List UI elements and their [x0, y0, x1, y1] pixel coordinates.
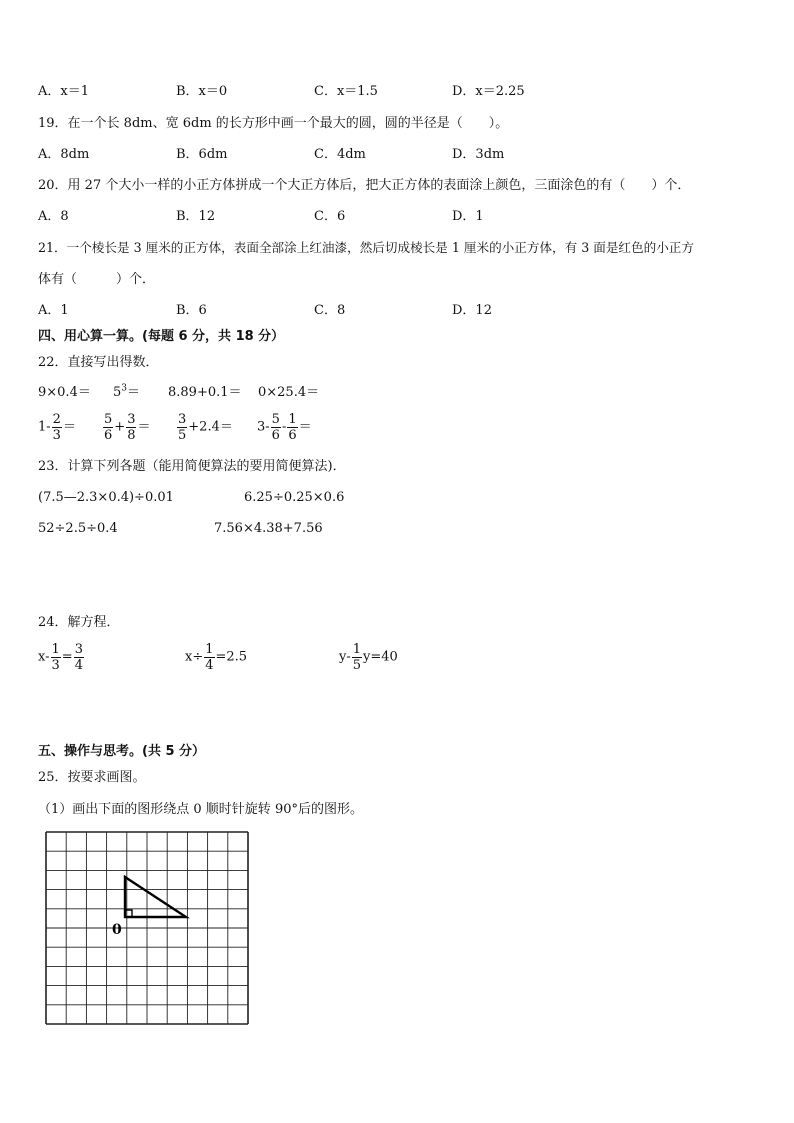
q22-e2-fraction-2	[126, 412, 136, 443]
denominator: 6	[271, 428, 280, 443]
q19-option-d: D．3dm	[452, 147, 505, 162]
q22-a: 9×0.4＝	[38, 385, 91, 400]
q22-e2-fraction-1	[103, 412, 113, 443]
numerator: 1	[205, 642, 214, 657]
q19-option-a: A．8dm	[38, 147, 90, 162]
q22-e3-rest: +2.4＝	[188, 419, 233, 435]
q24-eq1-prefix: x-	[38, 649, 50, 665]
q19-option-b: B．6dm	[176, 147, 228, 162]
denominator: 8	[127, 428, 136, 443]
q24-equation-1	[38, 642, 85, 673]
q18-option-a: A．x＝1	[38, 84, 89, 99]
numerator: 1	[352, 642, 362, 657]
q20-option-b: B．12	[176, 209, 216, 224]
q23-item-2: 6.25÷0.25×0.6	[244, 490, 345, 505]
q22-e1-fraction	[52, 412, 62, 443]
q23-title: 23．计算下列各题（能用简便算法的要用简便算法)．	[38, 459, 346, 474]
q24-eq3-prefix: y-	[339, 649, 351, 665]
q25-subquestion-1: （1）画出下面的图形绕点 0 顺时针旋转 90°后的图形。	[38, 802, 363, 817]
q22-e2-equals: ＝	[137, 419, 151, 435]
q22-b-exp: 3	[121, 383, 128, 394]
rotation-grid-figure	[44, 830, 250, 1026]
numerator: 3	[74, 642, 83, 657]
denominator: 3	[51, 658, 60, 673]
q20-option-c: C．6	[314, 209, 346, 224]
denominator: 6	[104, 428, 113, 443]
q21-option-d: D．12	[452, 303, 492, 318]
q18-option-c: C．x＝1.5	[314, 84, 378, 99]
numerator: 2	[52, 412, 61, 427]
q24-eq3-fraction	[352, 642, 362, 673]
q24-eq1-fraction-2	[74, 642, 84, 673]
q22-b	[113, 385, 140, 401]
denominator: 4	[205, 658, 214, 673]
q22-c: 8.89+0.1＝	[168, 385, 242, 400]
q24-equation-3	[339, 642, 398, 673]
q24-eq1-fraction-1	[51, 642, 61, 673]
denominator: 3	[52, 428, 61, 443]
q24-title: 24．解方程．	[38, 615, 120, 630]
q24-equation-2	[185, 642, 247, 673]
q24-eq2-fraction	[204, 642, 214, 673]
q19-option-c: C．4dm	[314, 147, 366, 162]
right-triangle	[125, 877, 186, 917]
denominator: 5	[352, 658, 362, 673]
q22-e1-equals: ＝	[62, 419, 76, 435]
grid-lines	[46, 832, 248, 1024]
denominator: 5	[178, 428, 187, 443]
q21-option-b: B．6	[176, 303, 207, 318]
denominator: 4	[74, 658, 83, 673]
q22-e1	[38, 412, 76, 443]
q21-question-line1: 21．一个棱长是 3 厘米的正方体，表面全部涂上红油漆，然后切成棱长是 1 厘米的小正方体，有 3 面是红色的小正方	[38, 240, 694, 255]
q23-item-3: 52÷2.5÷0.4	[38, 521, 118, 536]
q24-eq3-rest: y=40	[363, 649, 398, 665]
q22-b-base: 5	[113, 385, 122, 400]
q21-question-line2: 体有（ ）个．	[38, 272, 156, 287]
q22-e4-prefix: 3-	[257, 419, 270, 435]
q21-option-a: A．1	[38, 303, 69, 318]
q22-b-eq: ＝	[127, 385, 141, 400]
q22-d: 0×25.4＝	[258, 385, 320, 400]
numerator: 1	[51, 642, 60, 657]
q22-e4-fraction-1	[271, 412, 281, 443]
q19-question: 19．在一个长 8dm、宽 6dm 的长方形中画一个最大的圆，圆的半径是（ ）。	[38, 116, 509, 131]
rotation-point-label: 0	[112, 922, 122, 938]
q23-item-4: 7.56×4.38+7.56	[214, 521, 323, 536]
q18-option-d: D．x＝2.25	[452, 84, 525, 99]
q22-title: 22．直接写出得数．	[38, 355, 159, 370]
q24-eq2-prefix: x÷	[185, 649, 204, 665]
numerator: 3	[178, 412, 187, 427]
q22-e4-fraction-2	[287, 412, 297, 443]
q21-option-c: C．8	[314, 303, 346, 318]
q18-option-b: B．x＝0	[176, 84, 228, 99]
q24-eq2-rest: =2.5	[215, 649, 248, 665]
q20-option-d: D．1	[452, 209, 484, 224]
q20-question: 20．用 27 个大小一样的小正方体拼成一个大正方体后，把大正方体的表面涂上颜色，三面涂色的有（ ）个．	[38, 178, 691, 193]
numerator: 1	[288, 412, 297, 427]
q23-item-1: (7.5—2.3×0.4)÷0.01	[38, 490, 174, 505]
q22-e3	[176, 412, 233, 443]
q22-e3-fraction	[177, 412, 187, 443]
q22-e4-operator: -	[281, 419, 287, 435]
numerator: 3	[127, 412, 136, 427]
section4-title: 四、用心算一算。(每题 6 分，共 18 分）	[38, 329, 285, 344]
denominator: 6	[288, 428, 297, 443]
q25-title: 25．按要求画图。	[38, 770, 146, 785]
q22-e4-equals: ＝	[298, 419, 312, 435]
section5-title: 五、操作与思考。(共 5 分）	[38, 744, 206, 759]
q22-e4	[257, 412, 312, 443]
q24-eq1-equals: =	[61, 649, 73, 665]
q22-e2	[102, 412, 150, 443]
numerator: 5	[271, 412, 280, 427]
q22-e1-prefix: 1-	[38, 419, 51, 435]
numerator: 5	[104, 412, 113, 427]
q22-e2-operator: +	[114, 419, 126, 435]
q20-option-a: A．8	[38, 209, 69, 224]
